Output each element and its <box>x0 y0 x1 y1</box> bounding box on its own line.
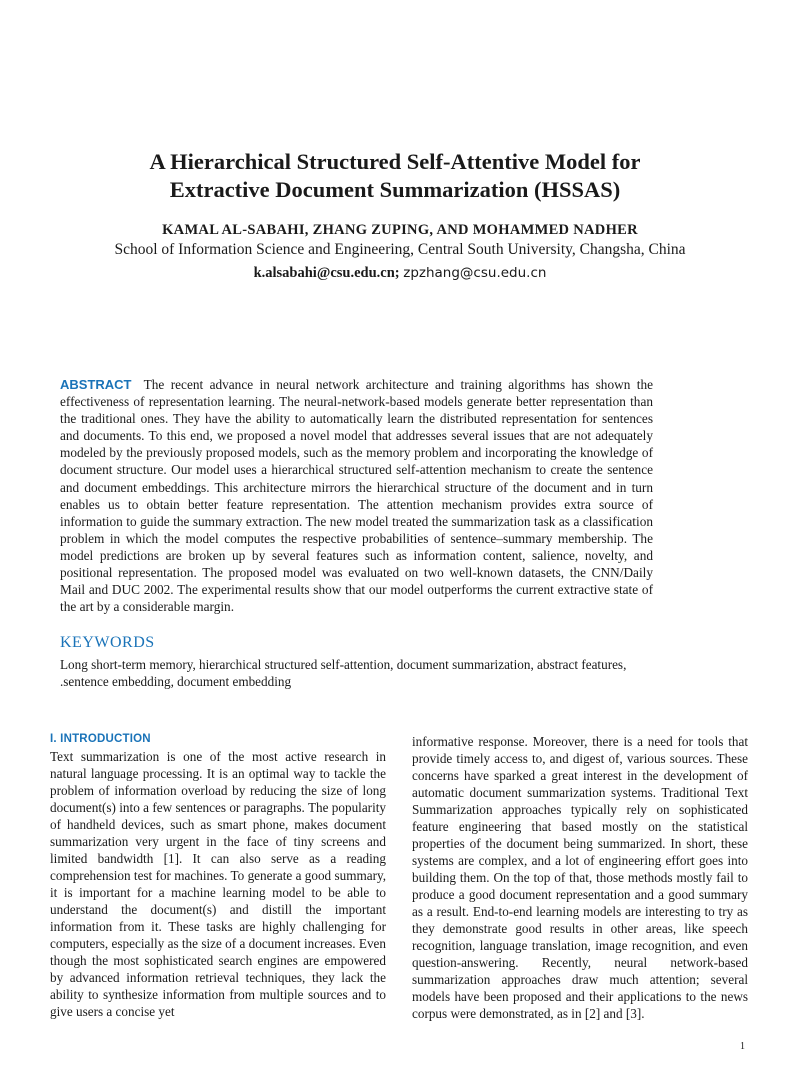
paper-title <box>40 148 750 204</box>
abstract-label: ABSTRACT <box>60 377 132 392</box>
keywords-text: Long short-term memory, hierarchical structured self-attention, document summarization, abstract features, .sentence embedding, document embedding <box>60 657 627 689</box>
email-2: zpzhang@csu.edu.cn <box>403 265 547 281</box>
abstract <box>60 376 653 615</box>
abstract-text: The recent advance in neural network architecture and training algorithms has shown the effectiveness of representation learning. The neural-network-based models generate better representation than the traditional ones. They have the ability to automatically learn the distributed representation for sentences and documents. To this end, we proposed a novel model that addresses several issues that are not adequately modeled by the previously proposed models, such as the memory problem and incorporating the knowledge of document structure. Our model uses a hierarchical structured self-attention mechanism to create the sentence and document embeddings. This architecture mirrors the hierarchical structure of the document and in turn enables us to obtain better feature representation. The attention mechanism provides extra source of information to guide the summary extraction. The new model treated the summarization task as a classification problem in which the model computes the respective probabilities of sentence–summary membership. The model predictions are broken up by several features such as information content, salience, novelty, and positional representation. The proposed model was evaluated on two well-known datasets, the CNN/Daily Mail and DUC 2002. The experimental results show that our model outperforms the current extractive state of the art by a considerable margin. <box>60 377 653 615</box>
affiliation: School of Information Science and Engineering, Central South University, Changsha, China <box>114 241 686 258</box>
keywords-heading: KEYWORDS <box>60 634 155 651</box>
title-line-2: Extractive Document Summarization (HSSAS) <box>169 177 621 202</box>
section-heading-introduction: I. INTRODUCTION <box>50 733 151 745</box>
title-line-1: A Hierarchical Structured Self-Attentive Model for <box>149 149 641 174</box>
email-1: k.alsabahi@csu.edu.cn; <box>253 265 400 281</box>
page-number: 1 <box>740 1041 745 1052</box>
intro-left-column <box>50 730 386 1020</box>
intro-paragraph-left: Text summarization is one of the most active research in natural language processing. It is an optimal way to tackle the problem of information overload by reducing the size of long document(s) into a few sentences or paragraphs. The popularity of handheld devices, such as smart phone, makes document summarization very urgent in the face of tiny screens and limited bandwidth [1]. It can also serve as a reading comprehension test for machines. To generate a good summary, it is important for a machine learning model to be able to understand the document(s) and distill the important information from it. These tasks are highly challenging for computers, especially as the size of a document increases. Even though the most sophisticated search engines are empowered by advanced information retrieval techniques, they lack the ability to synthesize information from multiple sources and to give users a concise yet <box>50 749 386 1019</box>
intro-paragraph-right: informative response. Moreover, there is a need for tools that provide timely access to, and digest of, various sources. These concerns have sparked a great interest in the development of automatic document summarization systems. Traditional Text Summarization approaches typically rely on sophisticated feature engineering that based mostly on the statistical properties of the document being summarized. In short, these systems are complex, and a lot of engineering effort goes into building them. On the top of that, those methods mostly fail to produce a good document representation and a good summary as a result. End-to-end learning models are interesting to try as they demonstrate good results in other areas, like speech recognition, language translation, image recognition, and even question-answering. Recently, neural network-based summarization approaches draw much attention; several models have been proposed and their applications to the news corpus were demonstrated, as in [2] and [3]. <box>412 734 748 1021</box>
intro-right-column <box>412 733 748 1022</box>
author-list: KAMAL AL-SABAHI, ZHANG ZUPING, AND MOHAMMED NADHER <box>162 222 638 238</box>
author-emails <box>40 265 760 282</box>
